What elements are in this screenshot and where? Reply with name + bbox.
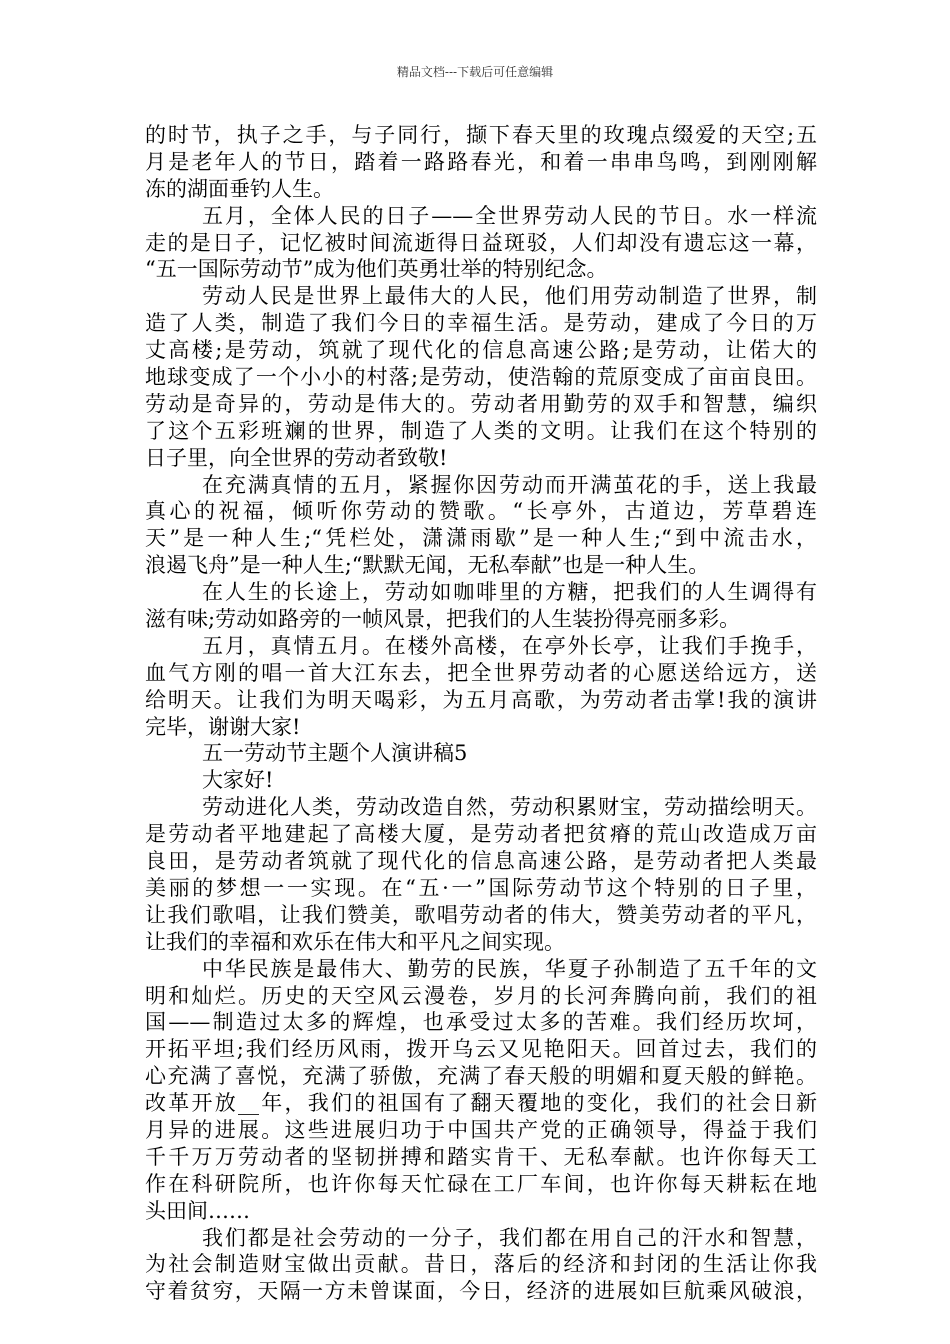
text-line: 让我们的幸福和欢乐在伟大和平凡之间实现。 [145, 929, 565, 954]
text-line: 千千万万劳动者的坚韧拼搏和踏实肯干、无私奉献。也许你每天工 [145, 1144, 817, 1169]
text-line: 的时节，执子之手，与子同行，撷下春天里的玫瑰点缀爱的天空;五 [145, 123, 817, 147]
text-line: 走的是日子，记忆被时间流逝得日益斑驳，人们却没有遗忘这一幕， [145, 230, 817, 255]
text-line: 为社会制造财宝做出贡献。昔日，落后的经济和封闭的生活让你我 [145, 1252, 817, 1277]
text-line: 大家好! [202, 768, 274, 793]
document-body [145, 122, 817, 1305]
text-line: 月是老年人的节日，踏着一路路春光，和着一串串鸟鸣，到刚刚解 [145, 149, 817, 174]
text-line: 开拓平坦;我们经历风雨，拨开乌云又见艳阳天。回首过去，我们的 [145, 1037, 817, 1062]
text-line: 月异的进展。这些进展归功于中国共产党的正确领导，得益于我们 [145, 1117, 817, 1142]
text-line: 守着贫穷，天隔一方未曾谋面，今日，经济的进展如巨航乘风破浪， [145, 1279, 817, 1304]
text-line: 五月，真情五月。在楼外高楼，在亭外长亭，让我们手挽手， [202, 633, 817, 658]
text-line: 在人生的长途上，劳动如咖啡里的方糖，把我们的人生调得有 [202, 580, 817, 605]
text-line: 在充满真情的五月，紧握你因劳动而开满茧花的手，送上我最 [202, 472, 817, 497]
text-line: 让我们歌唱，让我们赞美，歌唱劳动者的伟大，赞美劳动者的平凡， [145, 902, 817, 927]
text-line: 地球变成了一个小小的村落;是劳动，使浩翰的荒原变成了亩亩良田。 [145, 365, 817, 390]
text-line: 良田，是劳动者筑就了现代化的信息高速公路，是劳动者把人类最 [145, 849, 817, 874]
text-line: 给明天。让我们为明天喝彩，为五月高歌，为劳动者击掌!我的演讲 [145, 687, 817, 712]
text-line: 造了人类，制造了我们今日的幸福生活。是劳动，建成了今日的万 [145, 311, 817, 336]
text-line: 心充满了喜悦，充满了骄傲，充满了春天般的明媚和夏天般的鲜艳。 [145, 1064, 817, 1089]
text-line: 完毕，谢谢大家! [145, 714, 301, 739]
text-line: 滋有味;劳动如路旁的一帧风景，把我们的人生装扮得亮丽多彩。 [145, 607, 741, 632]
text-line: 改革开放__年，我们的祖国有了翻天覆地的变化，我们的社会日新 [145, 1091, 817, 1116]
text-line: 国——制造过太多的辉煌，也承受过太多的苦难。我们经历坎坷， [145, 1010, 817, 1035]
text-line: 头田间…… [145, 1198, 250, 1223]
text-line: 是劳动者平地建起了高楼大厦，是劳动者把贫瘠的荒山改造成万亩 [145, 822, 817, 847]
text-line: 天”是一种人生;“凭栏处，潇潇雨歇”是一种人生;“到中流击水， [145, 526, 817, 551]
text-line: 中华民族是最伟大、勤劳的民族，华夏子孙制造了五千年的文 [202, 956, 817, 981]
text-line: 丈高楼;是劳动，筑就了现代化的信息高速公路;是劳动，让偌大的 [145, 338, 817, 363]
text-line: 五月，全体人民的日子——全世界劳动人民的节日。水一样流 [202, 203, 817, 228]
text-line: 美丽的梦想一一实现。在“五·一”国际劳动节这个特别的日子里， [145, 875, 817, 900]
text-line: 血气方刚的唱一首大江东去，把全世界劳动者的心愿送给远方，送 [145, 660, 817, 685]
text-line: 五一劳动节主题个人演讲稿5 [202, 741, 468, 766]
page-header: 精品文档---下载后可任意编辑 [396, 65, 554, 79]
text-line: 劳动人民是世界上最伟大的人民，他们用劳动制造了世界，制 [202, 284, 817, 309]
text-line: 作在科研院所，也许你每天忙碌在工厂车间，也许你每天耕耘在地 [145, 1171, 817, 1196]
text-line: “五一国际劳动节”成为他们英勇壮举的特别纪念。 [145, 257, 608, 282]
text-line: 明和灿烂。历史的天空风云漫卷，岁月的长河奔腾向前，我们的祖 [145, 983, 817, 1008]
text-line: 了这个五彩班斓的世界，制造了人类的文明。让我们在这个特别的 [145, 418, 817, 443]
text-line: 我们都是社会劳动的一分子，我们都在用自己的汗水和智慧， [202, 1225, 817, 1250]
text-line: 冻的湖面垂钓人生。 [145, 176, 334, 201]
text-line: 浪遏飞舟”是一种人生;“默默无闻，无私奉献”也是一种人生。 [145, 553, 710, 578]
text-line: 劳动是奇异的，劳动是伟大的。劳动者用勤劳的双手和智慧，编织 [145, 391, 817, 416]
text-line: 日子里，向全世界的劳动者致敬! [145, 445, 448, 470]
text-line: 劳动进化人类，劳动改造自然，劳动积累财宝，劳动描绘明天。 [202, 795, 817, 820]
text-line: 真心的祝福，倾听你劳动的赞歌。“长亭外，古道边，芳草碧连 [145, 499, 817, 524]
